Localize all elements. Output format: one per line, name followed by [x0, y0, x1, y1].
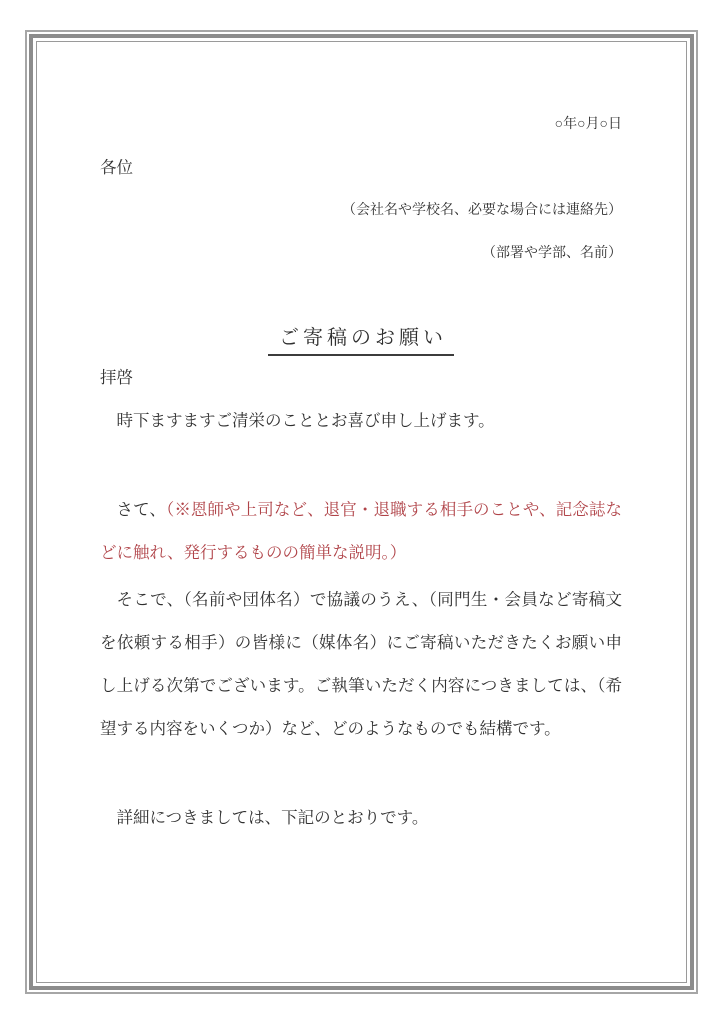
decorative-frame-inner: [36, 41, 687, 983]
letter-title-text: ご寄稿のお願い: [268, 325, 454, 356]
decorative-frame-outer: [25, 30, 698, 994]
topic-paragraph: [100, 488, 622, 574]
letter-title: [100, 313, 622, 356]
topic-placeholder-red: （※恩師や上司など、退官・退職する相手のことや、記念誌などに触れ、発行するものの簡単な説明。）: [100, 500, 623, 562]
sender-name-placeholder: （部署や学部、名前）: [482, 246, 622, 261]
request-paragraph: そこで、（名前や団体名）で協議のうえ、（同門生・会員など寄稿文を依頼する相手）の皆様に（媒体名）にご寄稿いただきたくお願い申し上げる次第でございます。ご執筆いただく内容につきましては、（希望する内容をいくつか）など、どのようなものでも結構です。: [100, 590, 622, 738]
letter-content: [37, 42, 686, 839]
salutation: 拝啓: [100, 368, 133, 387]
addressee: 各位: [100, 158, 133, 177]
topic-prefix: さて、: [116, 500, 166, 519]
sender-affiliation-placeholder: （会社名や学校名、必要な場合には連絡先）: [342, 203, 622, 218]
details-lead-line: 詳細につきましては、下記のとおりです。: [116, 808, 429, 827]
date-line: ○年○月○日: [554, 117, 622, 132]
decorative-frame-middle: [29, 34, 694, 990]
greeting-paragraph: 時下ますますご清栄のこととお喜び申し上げます。: [116, 411, 495, 430]
